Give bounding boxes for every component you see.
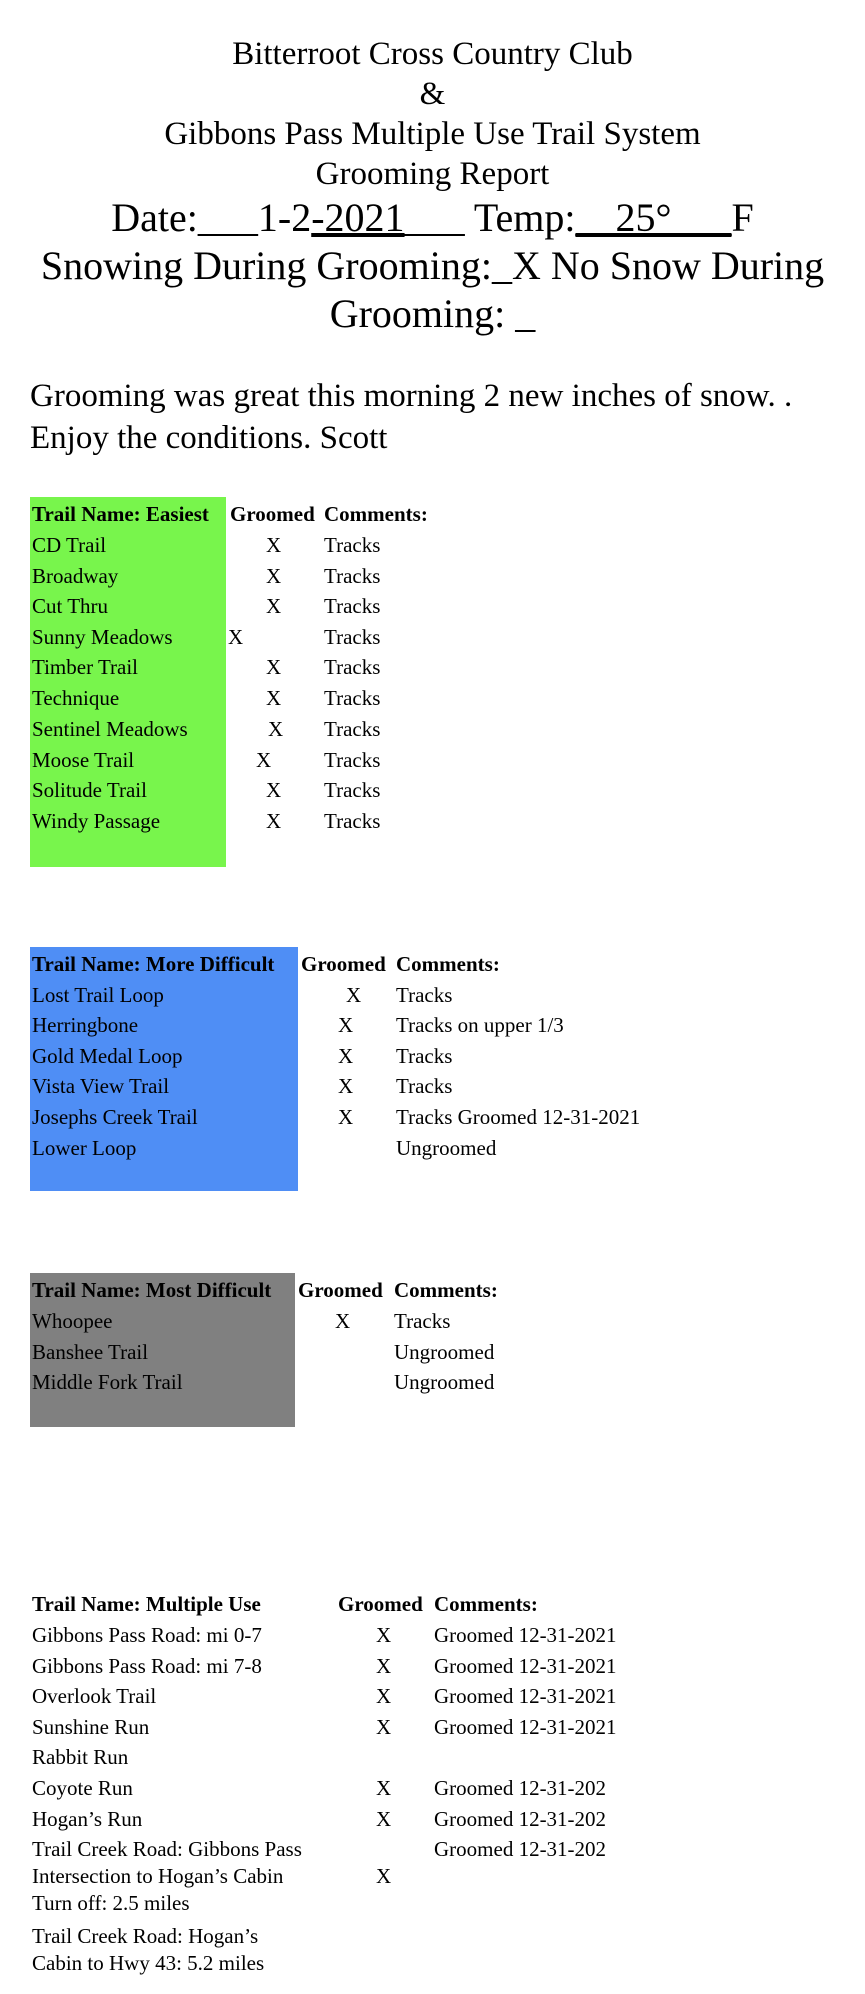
- table-row-comment: Tracks: [396, 1044, 453, 1068]
- table-row-comment: Ungroomed: [394, 1340, 495, 1364]
- trail-system-title: Gibbons Pass Multiple Use Trail System: [164, 116, 701, 152]
- table-row-comment: Tracks: [394, 1309, 451, 1333]
- table-row-name: Lower Loop: [32, 1136, 137, 1160]
- table-row-name: Sunny Meadows: [32, 625, 173, 649]
- date-suffix: ___: [404, 195, 465, 240]
- snowing-line: Snowing During Grooming:_X No Snow During: [40, 243, 825, 288]
- table-row-groomed: X: [346, 983, 362, 1007]
- trail-creek-2-name-line-2: Cabin to Hwy 43: 5.2 miles: [32, 1951, 265, 1975]
- table-row-name: Whoopee: [32, 1309, 113, 1333]
- table-row-groomed: X: [266, 564, 282, 588]
- most-difficult-header-comments: Comments:: [394, 1278, 498, 1302]
- grooming-line: [0, 290, 865, 337]
- multiple-use-header-comments: Comments:: [434, 1592, 538, 1616]
- table-row-name: Broadway: [32, 564, 119, 588]
- table-row-name: Herringbone: [32, 1013, 139, 1037]
- table-row-groomed: X: [268, 717, 284, 741]
- table-row-name: Banshee Trail: [32, 1340, 149, 1364]
- table-row-comment: Groomed 12-31-202: [434, 1776, 607, 1800]
- date-value: -2021: [311, 195, 405, 240]
- table-row-groomed: X: [338, 1044, 354, 1068]
- table-row-name: Cut Thru: [32, 594, 109, 618]
- table-row-comment: Tracks: [324, 686, 381, 710]
- table-row-name: Solitude Trail: [32, 778, 147, 802]
- table-row-groomed: X: [266, 686, 282, 710]
- table-row-comment: Tracks: [396, 983, 453, 1007]
- table-row-groomed: X: [338, 1074, 354, 1098]
- most-difficult-header-name: Trail Name: Most Difficult: [32, 1278, 272, 1302]
- table-row-name: Coyote Run: [32, 1776, 133, 1800]
- table-row-comment: Tracks: [396, 1074, 453, 1098]
- trail-creek-1-comment: Groomed 12-31-202: [434, 1837, 607, 1861]
- table-row-comment: Groomed 12-31-202: [434, 1807, 607, 1831]
- trail-creek-1-name-line-2: Intersection to Hogan’s Cabin: [32, 1864, 284, 1888]
- table-row-comment: Ungroomed: [394, 1370, 495, 1394]
- table-row-groomed: X: [228, 625, 244, 649]
- table-row-comment: Groomed 12-31-2021: [434, 1684, 617, 1708]
- temp-value: __25°___: [575, 195, 732, 240]
- table-row-comment: Tracks: [324, 655, 381, 679]
- table-row-name: Rabbit Run: [32, 1745, 129, 1769]
- table-row-name: Middle Fork Trail: [32, 1370, 183, 1394]
- more-difficult-header-name: Trail Name: More Difficult: [32, 952, 275, 976]
- table-row-name: Josephs Creek Trail: [32, 1105, 198, 1129]
- table-row-groomed: X: [266, 594, 282, 618]
- date-temp-line: [0, 194, 865, 241]
- more-difficult-header-groomed: Groomed: [301, 952, 386, 976]
- date-label: Date:: [111, 195, 198, 240]
- table-row-name: Vista View Trail: [32, 1074, 170, 1098]
- table-row-comment: Groomed 12-31-2021: [434, 1654, 617, 1678]
- table-row-comment: Tracks Groomed 12-31-2021: [396, 1105, 641, 1129]
- easiest-header-comments: Comments:: [324, 502, 428, 526]
- table-row-comment: Groomed 12-31-2021: [434, 1715, 617, 1739]
- table-row-name: Gold Medal Loop: [32, 1044, 183, 1068]
- table-row-groomed: X: [376, 1776, 392, 1800]
- groomer-note-line-2: Enjoy the conditions. Scott: [30, 420, 388, 456]
- table-row-groomed: X: [256, 748, 272, 772]
- trail-creek-1-name-line-1: Trail Creek Road: Gibbons Pass: [32, 1837, 302, 1861]
- table-row-name: Technique: [32, 686, 120, 710]
- trail-creek-1-name-line-3: Turn off: 2.5 miles: [32, 1891, 190, 1915]
- groomer-note-line-1: Grooming was great this morning 2 new inches of snow. .: [30, 378, 793, 414]
- most-difficult-header-groomed: Groomed: [298, 1278, 383, 1302]
- club-title: Bitterroot Cross Country Club: [232, 36, 633, 72]
- trail-creek-2-name-line-1: Trail Creek Road: Hogan’s: [32, 1924, 259, 1948]
- table-row-name: Sunshine Run: [32, 1715, 150, 1739]
- table-row-name: Hogan’s Run: [32, 1807, 143, 1831]
- easiest-header-name: Trail Name: Easiest: [32, 502, 209, 526]
- table-row-comment: Tracks on upper 1/3: [396, 1013, 564, 1037]
- table-row-comment: Ungroomed: [396, 1136, 497, 1160]
- grooming-blank: _: [515, 291, 536, 336]
- multiple-use-header-name: Trail Name: Multiple Use: [32, 1592, 261, 1616]
- table-row-comment: Tracks: [324, 594, 381, 618]
- ampersand: &: [419, 76, 446, 112]
- table-row-comment: Tracks: [324, 564, 381, 588]
- table-row-groomed: X: [266, 809, 282, 833]
- table-row-name: Sentinel Meadows: [32, 717, 188, 741]
- table-row-groomed: X: [266, 778, 282, 802]
- table-row-groomed: X: [335, 1309, 351, 1333]
- table-row-comment: Tracks: [324, 809, 381, 833]
- easiest-header-groomed: Groomed: [230, 502, 315, 526]
- table-row-name: Windy Passage: [32, 809, 161, 833]
- table-row-comment: Tracks: [324, 778, 381, 802]
- table-row-name: Moose Trail: [32, 748, 135, 772]
- grooming-label: Grooming:: [329, 291, 516, 336]
- table-row-groomed: X: [266, 533, 282, 557]
- table-row-groomed: X: [266, 655, 282, 679]
- report-title: Grooming Report: [315, 156, 550, 192]
- table-row-name: Lost Trail Loop: [32, 983, 164, 1007]
- table-row-name: Overlook Trail: [32, 1684, 157, 1708]
- table-row-groomed: X: [376, 1654, 392, 1678]
- table-row-groomed: X: [376, 1684, 392, 1708]
- temp-label: Temp:: [464, 195, 576, 240]
- table-row-comment: Tracks: [324, 748, 381, 772]
- table-row-groomed: X: [338, 1105, 354, 1129]
- table-row-groomed: X: [376, 1623, 392, 1647]
- table-row-comment: Groomed 12-31-2021: [434, 1623, 617, 1647]
- table-row-comment: Tracks: [324, 717, 381, 741]
- table-row-comment: Tracks: [324, 533, 381, 557]
- table-row-name: CD Trail: [32, 533, 107, 557]
- table-row-name: Gibbons Pass Road: mi 7-8: [32, 1654, 262, 1678]
- table-row-groomed: X: [338, 1013, 354, 1037]
- more-difficult-header-comments: Comments:: [396, 952, 500, 976]
- multiple-use-header-groomed: Groomed: [338, 1592, 423, 1616]
- table-row-name: Gibbons Pass Road: mi 0-7: [32, 1623, 262, 1647]
- date-prefix: ___1-2: [197, 195, 312, 240]
- table-row-comment: Tracks: [324, 625, 381, 649]
- temp-unit: F: [731, 195, 754, 240]
- table-row-groomed: X: [376, 1807, 392, 1831]
- trail-creek-1-groomed: X: [376, 1864, 392, 1888]
- table-row-name: Timber Trail: [32, 655, 139, 679]
- table-row-groomed: X: [376, 1715, 392, 1739]
